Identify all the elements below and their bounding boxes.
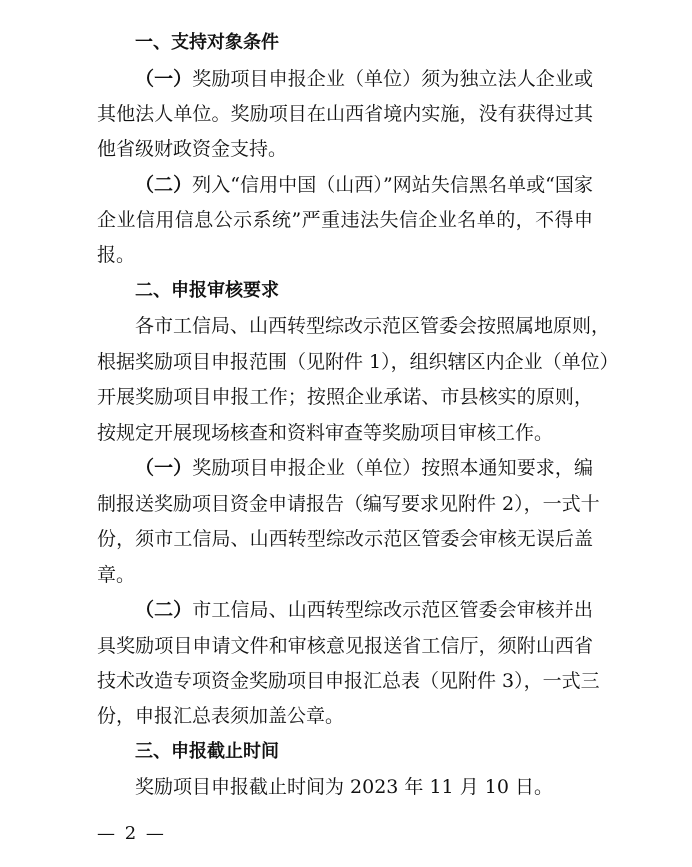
- paragraph-line: 开展奖励项目申报工作；按照企业承诺、市县核实的原则，: [97, 386, 593, 408]
- paragraph-line: 章。: [97, 564, 136, 586]
- paragraph-line: [135, 598, 593, 622]
- paragraph-line: 根据奖励项目申报范围（见附件 1），组织辖区内企业（单位）: [97, 351, 619, 373]
- item-number: （一）: [135, 457, 193, 479]
- paragraph-line: 技术改造专项资金奖励项目申报汇总表（见附件 3），一式三: [97, 670, 600, 692]
- paragraph-line: [135, 173, 593, 197]
- paragraph-line: 奖励项目申报截止时间为 2023 年 11 月 10 日。: [135, 776, 553, 798]
- paragraph-line: 按规定开展现场核查和资料审查等奖励项目审核工作。: [97, 422, 554, 444]
- item-number: （一）: [135, 68, 193, 90]
- paragraph-line: 报。: [97, 244, 136, 266]
- paragraph-line: 份，申报汇总表须加盖公章。: [97, 705, 345, 727]
- paragraph-line: 他省级财政资金支持。: [97, 138, 288, 160]
- paragraph-text: 奖励项目申报企业（单位）须为独立法人企业或: [192, 68, 593, 90]
- item-number: （二）: [135, 599, 193, 621]
- paragraph-line: 各市工信局、山西转型综改示范区管委会按照属地原则，: [135, 315, 611, 337]
- page-number: — 2 —: [97, 823, 166, 844]
- paragraph-text: 市工信局、山西转型综改示范区管委会审核并出: [192, 599, 593, 621]
- paragraph-line: [135, 456, 593, 480]
- item-number: （二）: [135, 174, 193, 196]
- section-heading: 一、支持对象条件: [135, 32, 279, 53]
- paragraph-line: 份，须市工信局、山西转型综改示范区管委会审核无误后盖: [97, 528, 593, 550]
- paragraph-text: 列入“信用中国（山西）”网站失信黑名单或“国家: [192, 174, 593, 196]
- paragraph-text: 奖励项目申报企业（单位）按照本通知要求，编: [192, 457, 593, 479]
- paragraph-line: 其他法人单位。奖励项目在山西省境内实施，没有获得过其: [97, 103, 593, 125]
- paragraph-line: 企业信用信息公示系统”严重违法失信企业名单的，不得申: [97, 209, 593, 231]
- paragraph-line: [135, 67, 593, 91]
- section-heading: 三、申报截止时间: [135, 741, 279, 762]
- section-heading: 二、申报审核要求: [135, 280, 279, 301]
- paragraph-line: 制报送奖励项目资金申请报告（编写要求见附件 2），一式十: [97, 493, 600, 515]
- paragraph-line: 具奖励项目申请文件和审核意见报送省工信厅，须附山西省: [97, 635, 593, 657]
